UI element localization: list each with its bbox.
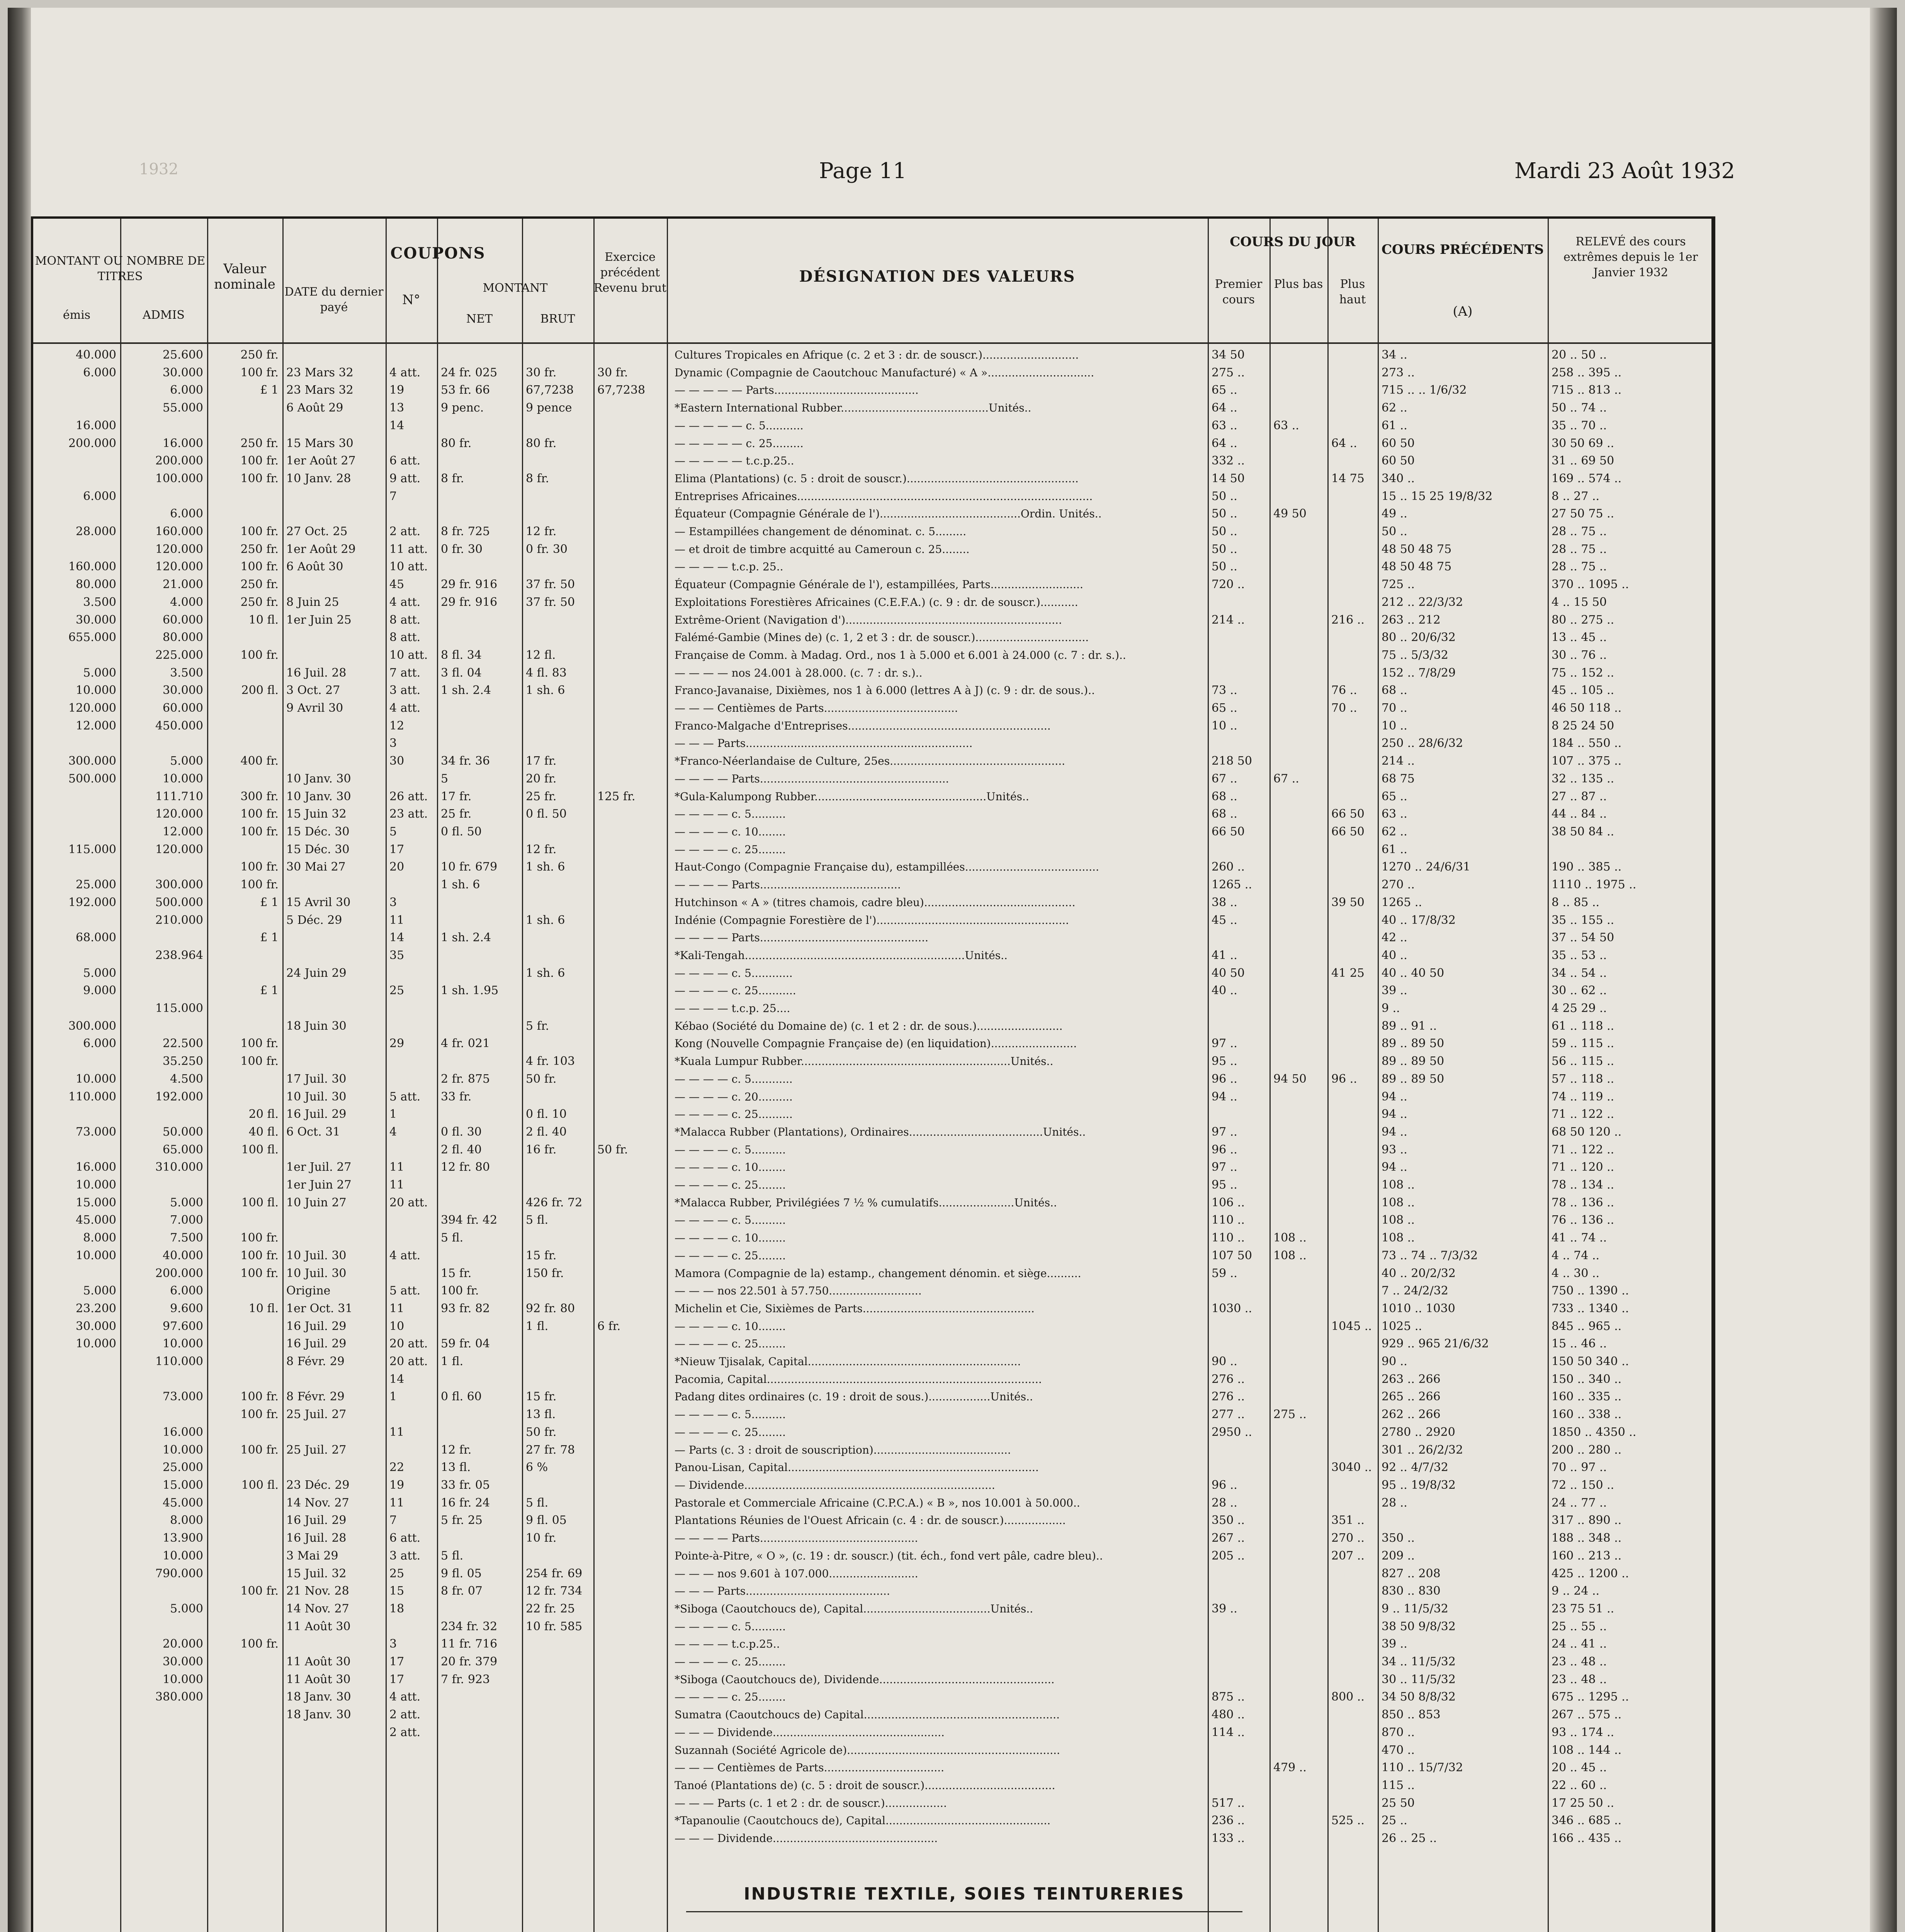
col-rule <box>207 219 208 1932</box>
header-numero: N° <box>402 292 420 308</box>
col-rule <box>1327 219 1329 1932</box>
block1-releve: 20 .. 50 .. 258 .. 395 .. 715 .. 813 .. 50 .. 74 .. 35 .. 70 .. 30 50 69 .. 31 .. 69 50 169 .. 574 .. 8 .. 27 .. 27 50 75 .. 28 .. 75 .. 28 .. 75 .. 28 .. 75 .. 370 .. 1095 .. 4 .. 15 50 80 .. 275 .. 13 .. 45 .. 30 .. 76 .. 75 .. 152 .. 45 .. 105 .. 46 50 118 .. 8 25 24 50 184 .. 550 .. 107 .. 375 .. 32 .. 135 .. 27 .. 87 .. 44 .. 84 .. 38 50 84 .. 190 .. 385 .. 1110 .. 1975 .. 8 .. 85 .. 35 .. 155 .. 37 .. 54 50 35 .. 53 .. 34 .. 54 .. 30 .. 62 .. 4 25 29 .. 61 .. 118 .. 59 .. 115 .. 56 .. 115 .. 57 .. 118 .. 74 .. 119 .. 71 .. 122 .. 68 50 120 .. 71 .. 122 .. 71 .. 120 .. 78 .. 134 .. 78 .. 136 .. 76 .. 136 .. 41 .. 74 .. 4 .. 74 .. 4 .. 30 .. 750 .. 1390 .. 733 .. 1340 .. 845 .. 965 .. 15 .. 46 .. 150 50 340 .. 150 .. 340 .. 160 .. 335 .. 160 .. 338 .. 1850 .. 4350 .. 200 .. 280 .. 70 .. 97 .. 72 .. 150 .. 24 .. 77 .. 317 .. 890 .. 188 .. 348 .. 160 .. 213 .. 425 .. 1200 .. 9 .. 24 .. 23 75 51 .. 25 .. 55 .. 24 .. 41 .. 23 .. 48 .. 23 .. 48 .. 675 .. 1295 .. 267 .. 575 .. 93 .. 174 .. 108 .. 144 .. 20 .. 45 .. 22 .. 60 .. 17 25 50 .. 346 .. 685 .. 166 .. 435 .. <box>1552 348 1636 1845</box>
col-rule <box>667 219 668 1932</box>
block1-plus-haut: 64 .. 14 75 216 .. 76 .. 70 .. 66 50 66 50 39 50 41 25 96 .. 1045 .. 3040 .. 351 .. 270 .. 207 .. 800 .. 525 .. <box>1331 436 1372 1828</box>
header-emis: émis <box>63 308 91 322</box>
header-plus-bas: Plus bas <box>1274 277 1323 291</box>
col-rule <box>593 219 595 1932</box>
quotation-table <box>31 216 1715 1932</box>
header-cours-precedents-a: (A) <box>1453 304 1473 319</box>
col-rule <box>1548 219 1549 1932</box>
page-fold-shadow-right <box>1870 8 1897 1932</box>
header-designation: DÉSIGNATION DES VALEURS <box>799 267 1076 286</box>
col-rule <box>522 219 523 1932</box>
header-rule <box>33 342 1711 344</box>
header-exercice: Exercice précédent Revenu brut <box>593 250 667 295</box>
faded-stamp: 1932 <box>139 160 178 178</box>
page-number: Page 11 <box>819 158 907 184</box>
header-net: NET <box>466 312 493 326</box>
block1-valeur: 250 fr. 100 fr. £ 1 250 fr. 100 fr. 100 fr. 100 fr. 250 fr. 100 fr. 250 fr. 250 fr. 10 fl. 100 fr. 200 fl. 400 fr. 300 fr. 100 fr. 100 fr. 100 fr. 100 fr. £ 1 £ 1 £ 1 100 fr. 100 fr. 20 fl. 40 fl. 100 fl. 100 fl. 100 fr. 100 fr. 100 fr. 10 fl. 100 fr. 100 fr. 100 fr. 100 fl. 100 fr. 100 fr. <box>240 348 279 1651</box>
block1-plus-bas: 63 .. 49 50 67 .. 94 50 108 .. 108 .. 275 .. 479 .. <box>1273 418 1307 1775</box>
page-fold-shadow-left <box>8 8 31 1932</box>
block1-designation: Cultures Tropicales en Afrique (c. 2 et 3 : dr. de souscr.)............................ Dynamic (Compagnie de Caoutchouc Manufacturé) « A »............................... — — — — — Parts.......................................... *Eastern International Rubber...........................................Unités.. — — — — — c. 5........... — — — — — c. 25......... — — — — — t.c.p.25.. Elima (Plantations) (c. 5 : droit de souscr.).................................................. Entreprises Africaines...................................................................................... Équateur (Compagnie Générale de l').........................................Ordin. Unités.. — Estampillées changement de dénominat. c. 5......... — et droit de timbre acquitté au Cameroun c. 25........ — — — — t.c.p. 25.. Équateur (Compagnie Générale de l'), estampillées, Parts........................... Exploitations Forestières Africaines (C.E.F.A.) (c. 9 : dr. de souscr.)........... Extrême-Orient (Navigation d')............................................................... Falémé-Gambie (Mines de) (c. 1, 2 et 3 : dr. de souscr.)................................. Française de Comm. à Madag. Ord., nos 1 à 5.000 et 6.001 à 24.000 (c. 7 : dr. s.).. — — — — nos 24.001 à 28.000. (c. 7 : dr. s.).. Franco-Javanaise, Dixièmes, nos 1 à 6.000 (lettres A à J) (c. 9 : dr. de sous.).. — — — Centièmes de Parts....................................... Franco-Malgache d'Entreprises........................................................... — — — Parts.................................................................. *Franco-Néerlandaise de Culture, 25es................................................... — — — — Parts....................................................... *Gula-Kalumpong Rubber..................................................Unités.. — — — — c. 5.......... — — — — c. 10........ — — — — c. 25........ Haut-Congo (Compagnie Française du), estampillées....................................... — — — — Parts......................................... Hutchinson « A » (titres chamois, cadre bleu)............................................ Indénie (Compagnie Forestière de l')........................................................ — — — — Parts................................................. *Kali-Tengah................................................................Unités.. — — — — c. 5............ — — — — c. 25........... — — — — t.c.p. 25.... Kébao (Société du Domaine de) (c. 1 et 2 : dr. de sous.)......................... Kong (Nouvelle Compagnie Française de) (en liquidation)......................... *Kuala Lumpur Rubber.............................................................Unités.. — — — — c. 5............ — — — — c. 20.......... — — — — c. 25.......... *Malacca Rubber (Plantations), Ordinaires.......................................Unités.. — — — — c. 5.......... — — — — c. 10........ — — — — c. 25........ *Malacca Rubber, Privilégiées 7 ½ % cumulatifs......................Unités.. — — — — c. 5.......... — — — — c. 10........ — — — — c. 25........ Mamora (Compagnie de la) estamp., changement dénomin. et siège.......... — — — nos 22.501 à 57.750........................... Michelin et Cie, Sixièmes de Parts.................................................. — — — — c. 10........ — — — — c. 25........ *Nieuw Tjisalak, Capital.............................................................. Pacomia, Capital................................................................................ Padang dites ordinaires (c. 19 : droit de sous.)..................Unités.. — — — — c. 5.......... — — — — c. 25........ — Parts (c. 3 : droit de souscription)........................................ Panou-Lisan, Capital......................................................................... — Dividende......................................................................... Pastorale et Commerciale Africaine (C.P.C.A.) « B », nos 10.001 à 50.000.. Plantations Réunies de l'Ouest Africain (c. 4 : dr. de souscr.).................. — — — — Parts.............................................. Pointe-à-Pitre, « O », (c. 19 : dr. souscr.) (tit. éch., fond vert pâle, cadre bleu).. — — — nos 9.601 à 107.000.......................... — — — Parts.......................................... *Siboga (Caoutchoucs de), Capital.....................................Unités.. — — — — c. 5.......... — — — — t.c.p.25.. — — — — c. 25........ *Siboga (Caoutchoucs de), Dividende................................................... — — — — c. 25........ Sumatra (Caoutchoucs de) Capital......................................................... — — — Dividende.................................................. Suzannah (Société Agricole de).............................................................. — — — Centièmes de Parts................................... Tanoé (Plantations de) (c. 5 : droit de souscr.)...................................... — — — Parts (c. 1 et 2 : dr. de souscr.).................. *Tapanoulie (Caoutchoucs de), Capital................................................ — — — Dividende................................................ <box>675 349 1126 1845</box>
header-cours-precedents: COURS PRÉCÉDENTS <box>1381 242 1544 257</box>
header-brut: BRUT <box>540 312 575 326</box>
header-releve: RELEVÉ des cours extrêmes depuis le 1er Janvier 1932 <box>1563 235 1698 279</box>
col-rule <box>120 219 121 1932</box>
header-coupons: COUPONS <box>390 244 486 262</box>
header-montant: MONTANT OU NOMBRE DE TITRES <box>35 254 206 283</box>
block1-brut: 30 fr. 67,7238 9 pence 80 fr. 8 fr. 12 fr. 0 fr. 30 37 fr. 50 37 fr. 50 12 fl. 4 fl. 83 1 sh. 6 17 fr. 20 fr. 25 fr. 0 fl. 50 12 fr. 1 sh. 6 1 sh. 6 1 sh. 6 5 fr. 4 fr. 103 50 fr. 0 fl. 10 2 fl. 40 16 fr. 426 fr. 72 5 fl. 15 fr. 150 fr. 92 fr. 80 1 fl. 15 fr. 13 fl. 50 fr. 27 fr. 78 6 % 5 fl. 9 fl. 05 10 fr. 254 fr. 69 12 fr. 734 22 fr. 25 10 fr. 585 <box>526 366 583 1633</box>
header-admis: ADMIS <box>143 308 185 322</box>
page-date: Mardi 23 Août 1932 <box>1514 158 1735 184</box>
header-valeur: Valeur nominale <box>214 261 275 292</box>
header-cours-jour: COURS DU JOUR <box>1230 234 1356 250</box>
block1-premier: 34 50 275 .. 65 .. 64 .. 63 .. 64 .. 332 .. 14 50 50 .. 50 .. 50 .. 50 .. 50 .. 720 .. 214 .. 73 .. 65 .. 10 .. 218 50 67 .. 68 .. 68 .. 66 50 260 .. 1265 .. 38 .. 45 .. 41 .. 40 50 40 .. 97 .. 95 .. 96 .. 94 .. 97 .. 96 .. 97 .. 95 .. 106 .. 110 .. 110 .. 107 50 59 .. 1030 .. 90 .. 276 .. 276 .. 277 .. 2950 .. 96 .. 28 .. 350 .. 267 .. 205 .. 39 .. 875 .. 480 .. 114 .. 517 .. 236 .. 133 .. <box>1212 348 1252 1845</box>
section-title-textile: INDUSTRIE TEXTILE, SOIES TEINTURERIES <box>744 1884 1185 1904</box>
block1-exercice: 30 fr. 67,7238 125 fr. 50 fr. 6 fr. <box>597 366 646 1333</box>
block1-net: 24 fr. 025 53 fr. 66 9 penc. 80 fr. 8 fr. 8 fr. 725 0 fr. 30 29 fr. 916 29 fr. 916 8 fl. 34 3 fl. 04 1 sh. 2.4 34 fr. 36 5 17 fr. 25 fr. 0 fl. 50 10 fr. 679 1 sh. 6 1 sh. 2.4 1 sh. 1.95 4 fr. 021 2 fr. 875 33 fr. 0 fl. 30 2 fl. 40 12 fr. 80 394 fr. 42 5 fl. 15 fr. 100 fr. 93 fr. 82 59 fr. 04 1 fl. 0 fl. 60 12 fr. 13 fl. 33 fr. 05 16 fr. 24 5 fr. 25 5 fl. 9 fl. 05 8 fr. 07 234 fr. 32 11 fr. 716 20 fr. 379 7 fr. 923 <box>441 366 499 1686</box>
col-rule <box>1208 219 1209 1932</box>
section-rule <box>686 1911 1242 1912</box>
block1-date: 23 Mars 32 23 Mars 32 6 Août 29 15 Mars 30 1er Août 27 10 Janv. 28 27 Oct. 25 1er Août 29 6 Août 30 8 Juin 25 1er Juin 25 16 Juil. 28 3 Oct. 27 9 Avril 30 10 Janv. 30 10 Janv. 30 15 Juin 32 15 Déc. 30 15 Déc. 30 30 Mai 27 15 Avril 30 5 Déc. 29 24 Juin 29 18 Juin 30 17 Juil. 30 10 Juil. 30 16 Juil. 29 6 Oct. 31 1er Juil. 27 1er Juin 27 10 Juin 27 10 Juil. 30 10 Juil. 30 Origine 1er Oct. 31 16 Juil. 29 16 Juil. 29 8 Févr. 29 8 Févr. 29 25 Juil. 27 25 Juil. 27 23 Déc. 29 14 Nov. 27 16 Juil. 29 16 Juil. 28 3 Mai 29 15 Juil. 32 21 Nov. 28 14 Nov. 27 11 Août 30 11 Août 30 11 Août 30 18 Janv. 30 18 Janv. 30 <box>286 366 356 1722</box>
header-premier: Premier cours <box>1215 277 1263 306</box>
block1-numero: 4 att. 19 13 14 6 att. 9 att. 7 2 att. 11 att. 10 att. 45 4 att. 8 att. 8 att. 10 att. 7 att. 3 att. 4 att. 12 3 30 26 att. 23 att. 5 17 20 3 11 14 35 25 29 5 att. 1 4 11 11 20 att. 4 att. 5 att. 11 10 20 att. 20 att. 14 1 11 22 19 11 7 6 att. 3 att. 25 15 18 3 17 17 4 att. 2 att. 2 att. <box>389 366 428 1739</box>
block1-cours-precedents: 34 .. 273 .. 715 .. .. 1/6/32 62 .. 61 .. 60 50 60 50 340 .. 15 .. 15 25 19/8/32 49 .. 50 .. 48 50 48 75 48 50 48 75 725 .. 212 .. 22/3/32 263 .. 212 80 .. 20/6/32 75 .. 5/3/32 152 .. 7/8/29 68 .. 70 .. 10 .. 250 .. 28/6/32 214 .. 68 75 65 .. 63 .. 62 .. 61 .. 1270 .. 24/6/31 270 .. 1265 .. 40 .. 17/8/32 42 .. 40 .. 40 .. 40 50 39 .. 9 .. 89 .. 91 .. 89 .. 89 50 89 .. 89 50 89 .. 89 50 94 .. 94 .. 94 .. 93 .. 94 .. 108 .. 108 .. 108 .. 108 .. 73 .. 74 .. 7/3/32 40 .. 20/2/32 7 .. 24/2/32 1010 .. 1030 1025 .. 929 .. 965 21/6/32 90 .. 263 .. 266 265 .. 266 262 .. 266 2780 .. 2920 301 .. 26/2/32 92 .. 4/7/32 95 .. 19/8/32 28 .. 350 .. 209 .. 827 .. 208 830 .. 830 9 .. 11/5/32 38 50 9/8/32 39 .. 34 .. 11/5/32 30 .. 11/5/32 34 50 8/8/32 850 .. 853 870 .. 470 .. 110 .. 15/7/32 115 .. 25 50 25 .. 26 .. 25 .. <box>1382 348 1493 1845</box>
header-date-dernier: DATE du dernier payé <box>284 285 384 314</box>
col-rule <box>1378 219 1379 1932</box>
col-rule <box>282 219 284 1932</box>
block1-admis: 25.600 30.000 6.000 55.000 16.000 200.000 100.000 6.000 160.000 120.000 120.000 21.000 4.000 60.000 80.000 225.000 3.500 30.000 60.000 450.000 5.000 10.000 111.710 120.000 12.000 120.000 300.000 500.000 210.000 238.964 115.000 22.500 35.250 4.500 192.000 50.000 65.000 310.000 5.000 7.000 7.500 40.000 200.000 6.000 9.600 97.600 10.000 110.000 73.000 16.000 10.000 25.000 15.000 45.000 8.000 13.900 10.000 790.000 5.000 20.000 30.000 10.000 380.000 <box>155 348 203 1704</box>
col-rule <box>1269 219 1271 1932</box>
block1-emis: 40.000 6.000 16.000 200.000 6.000 28.000 160.000 80.000 3.500 30.000 655.000 5.000 10.000 120.000 12.000 300.000 500.000 115.000 25.000 192.000 68.000 5.000 9.000 300.000 6.000 10.000 110.000 73.000 16.000 10.000 15.000 45.000 8.000 10.000 5.000 23.200 30.000 10.000 <box>68 348 116 1351</box>
header-montant-coupon: MONTANT <box>483 281 548 295</box>
newspaper-page <box>8 8 1897 1932</box>
header-plus-haut: Plus haut <box>1339 277 1366 306</box>
col-rule <box>437 219 438 1932</box>
col-rule <box>386 219 387 1932</box>
